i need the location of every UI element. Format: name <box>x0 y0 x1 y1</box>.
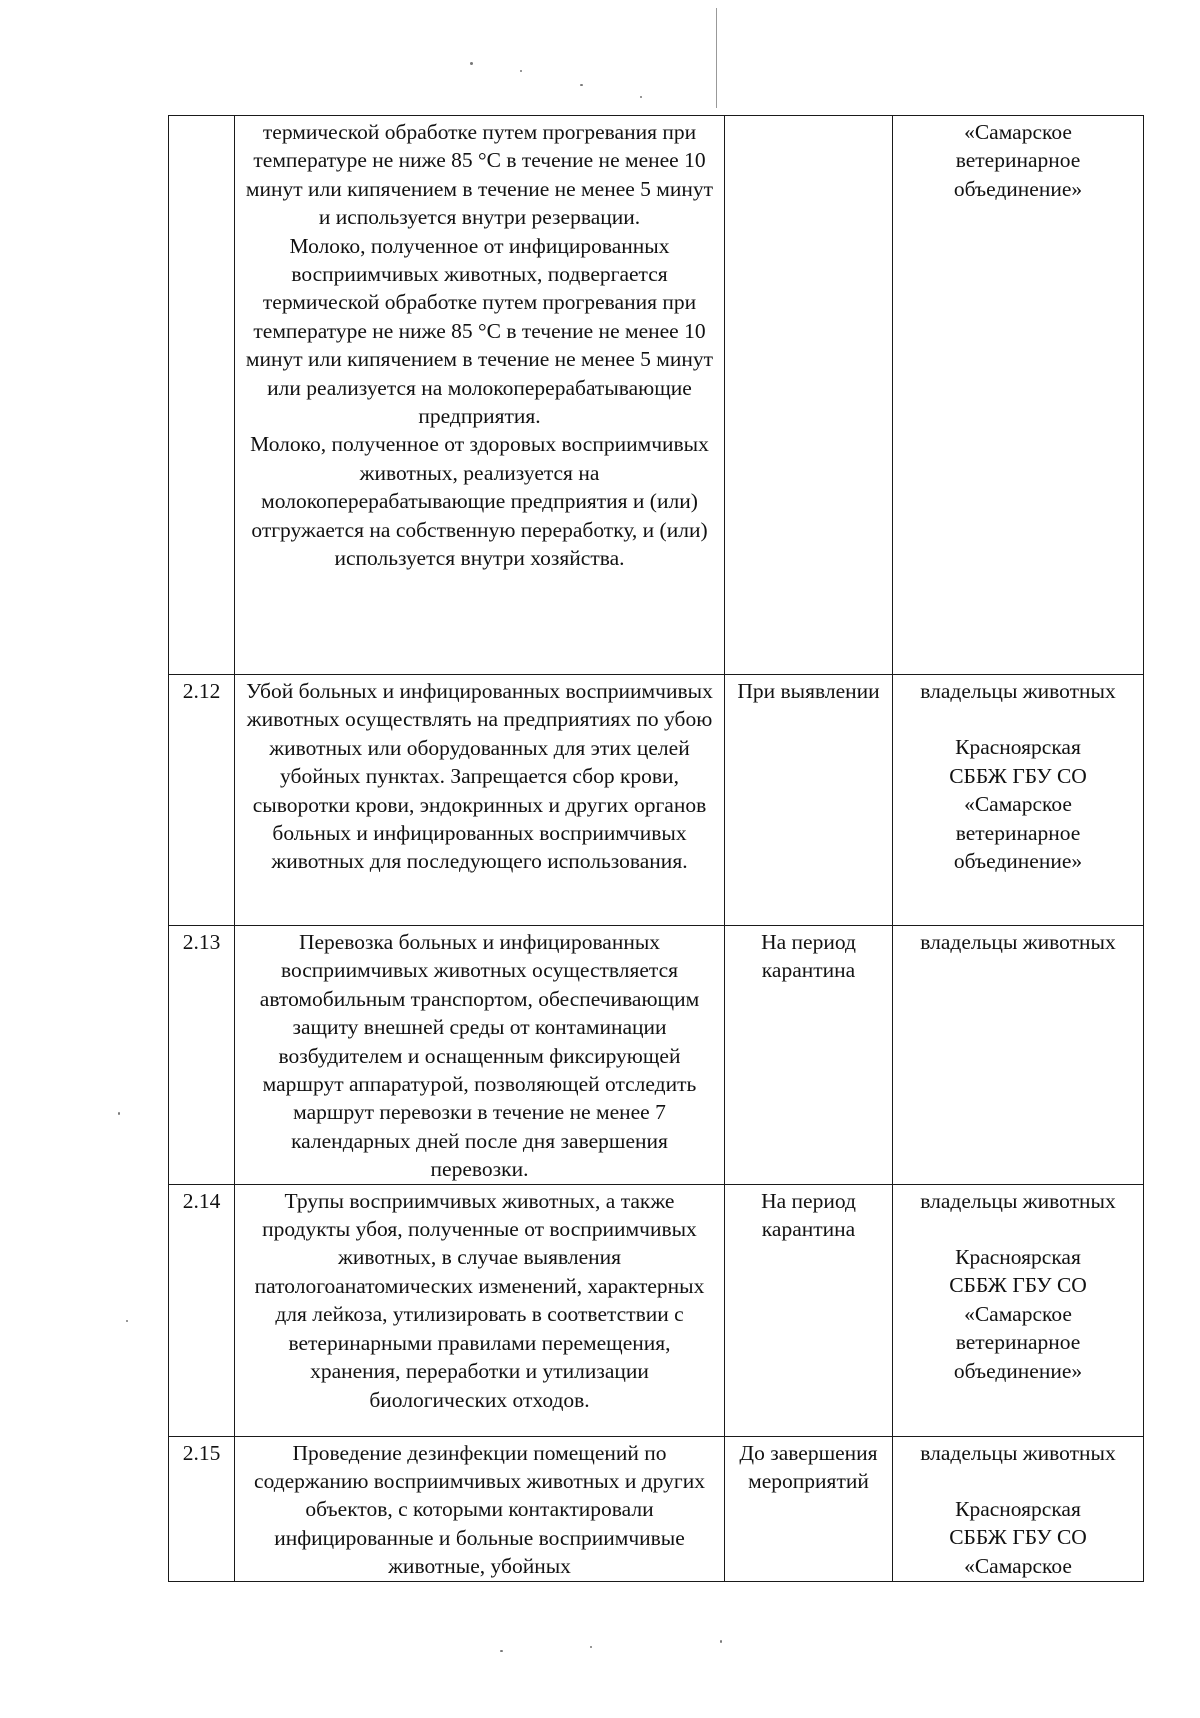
responsible-party <box>893 1436 1144 1581</box>
responsible-line: СББЖ ГБУ СО <box>949 1273 1087 1298</box>
row-number <box>169 116 235 675</box>
measure-description <box>235 675 725 926</box>
table-row <box>169 675 1144 926</box>
responsible-line: Красноярская <box>955 735 1081 760</box>
responsible-line: ветеринарное <box>955 820 1081 845</box>
scan-artifact <box>118 1112 120 1115</box>
scan-artifact <box>126 1320 128 1322</box>
responsible-line: объединение» <box>953 1358 1083 1383</box>
responsible-line: «Самарское <box>964 120 1072 144</box>
measure-term: До завершения мероприятий <box>725 1436 893 1581</box>
measure-term: При выявлении <box>725 675 893 926</box>
row-number: 2.15 <box>169 1436 235 1581</box>
scan-artifact <box>716 8 717 108</box>
table-row <box>169 926 1144 1185</box>
responsible-line: СББЖ ГБУ СО <box>949 763 1087 788</box>
description-paragraph: Перевозка больных и инфицированных восприимчивых животных осуществляется автомобильным транспортом, обеспечивающим защиту внешней среды от контаминации возбудителем и оснащенным фиксирующей маршрут аппаратурой, позволяющей отследить маршрут перевозки в течение не менее 7 календарных дней после дня завершения перевозки. <box>259 930 700 1182</box>
responsible-party <box>893 116 1144 675</box>
responsible-party <box>893 1184 1144 1436</box>
measure-term: На период карантина <box>725 926 893 1185</box>
responsible-line: владельцы животных <box>920 679 1116 703</box>
responsible-line: Красноярская <box>955 1497 1081 1522</box>
scan-artifact <box>500 1650 503 1652</box>
scan-artifact <box>590 1646 592 1648</box>
responsible-line: объединение» <box>953 849 1083 874</box>
table-row <box>169 1184 1144 1436</box>
table-row <box>169 1436 1144 1581</box>
table-row <box>169 116 1144 675</box>
measure-description <box>235 1436 725 1581</box>
responsible-line: «Самарское <box>964 1553 1072 1578</box>
responsible-line: владельцы животных <box>920 930 1116 954</box>
responsible-spacer <box>899 1467 1137 1495</box>
responsible-line: ветеринарное <box>955 148 1081 173</box>
measure-term: На период карантина <box>725 1184 893 1436</box>
responsible-line: «Самарское <box>964 1301 1072 1326</box>
measures-table <box>168 115 1144 1582</box>
scan-artifact <box>520 70 522 72</box>
responsible-spacer <box>899 705 1137 733</box>
scan-artifact <box>470 62 473 65</box>
description-paragraph: Молоко, полученное от инфицированных восприимчивых животных, подвергается термической обработке путем прогревания при температуре не ниже 85 °С в течение не менее 10 минут или кипячением в течение не менее 5 минут или реализуется на молокоперерабатывающие предприятия. <box>245 233 714 429</box>
responsible-line: объединение» <box>953 176 1083 201</box>
scan-artifact <box>640 96 642 98</box>
responsible-line: ветеринарное <box>955 1330 1081 1355</box>
row-number: 2.12 <box>169 675 235 926</box>
description-paragraph: термической обработке путем прогревания при температуре не ниже 85 °С в течение не менее 10 минут или кипячением в течение не менее 5 минут и используется внутри резервации. <box>245 120 714 230</box>
scan-artifact <box>720 1640 722 1643</box>
responsible-party <box>893 675 1144 926</box>
measure-description <box>235 926 725 1185</box>
measure-description <box>235 116 725 675</box>
description-paragraph: Проведение дезинфекции помещений по содержанию восприимчивых животных и других объектов, с которыми контактировали инфицированные и больные восприимчивые животные, убойных <box>254 1440 705 1579</box>
row-number: 2.14 <box>169 1184 235 1436</box>
description-paragraph: Трупы восприимчивых животных, а также продукты убоя, полученные от восприимчивых животных, в случае выявления патологоанатомических изменений, характерных для лейкоза, утилизировать в соответствии с ветеринарными правилами перемещения, хранения, переработки и утилизации биологических отходов. <box>254 1188 705 1412</box>
measure-description <box>235 1184 725 1436</box>
responsible-line: СББЖ ГБУ СО <box>949 1525 1087 1550</box>
responsible-line: «Самарское <box>964 792 1072 817</box>
responsible-spacer <box>899 1215 1137 1243</box>
responsible-line: владельцы животных <box>920 1440 1116 1465</box>
measure-term <box>725 116 893 675</box>
description-paragraph: Убой больных и инфицированных восприимчивых животных осуществлять на предприятиях по убою животных или оборудованных для этих целей убойных пунктах. Запрещается сбор крови, сыворотки крови, эндокринных и других органов больных и инфицированных восприимчивых животных для последующего использования. <box>246 679 713 874</box>
description-paragraph: Молоко, полученное от здоровых восприимчивых животных, реализуется на молокоперерабатывающие предприятия и (или) отгружается на собственную переработку, и (или) используется внутри хозяйства. <box>250 432 709 571</box>
responsible-line: Красноярская <box>955 1245 1081 1270</box>
row-number: 2.13 <box>169 926 235 1185</box>
responsible-party <box>893 926 1144 1185</box>
responsible-line: владельцы животных <box>920 1188 1116 1213</box>
scan-artifact <box>580 84 583 86</box>
